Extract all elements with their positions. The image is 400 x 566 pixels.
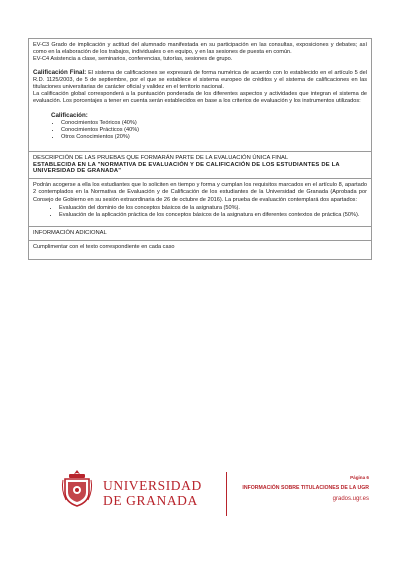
additional-info-heading — [28, 226, 372, 240]
final-grade-label: Calificación Final: — [33, 68, 87, 76]
website-link[interactable]: grados.ugr.es — [332, 496, 369, 502]
list-item: • Conocimientos Prácticos (40%) — [61, 127, 367, 134]
single-final-evaluation-section — [28, 178, 372, 225]
page-footer — [0, 456, 400, 526]
list-item: • Evaluación de la aplicación práctica de los conceptos básicos de la asignatura en diferentes contextos de práctica (50%). — [59, 212, 367, 219]
heading-line: DESCRIPCIÓN DE LAS PRUEBAS QUE FORMARÁN PARTE DE LA EVALUACIÓN ÚNICA FINAL — [33, 154, 289, 161]
final-grade-paragraph — [33, 69, 367, 92]
heading-bold-line: ESTABLECIDA EN LA "NORMATIVA DE EVALUACIÓN Y DE CALIFICACIÓN DE LOS ESTUDIANTES DE LA UNIVERSIDAD DE GRANADA" — [33, 161, 340, 175]
additional-info-text: Cumplimentar con el texto correspondiente en cada caso — [33, 243, 175, 250]
single-evaluation-text: Podrán acogerse a ella los estudiantes que lo soliciten en tiempo y forma y cumplan los requisitos marcados en el artículo 8, apartado 2 contemplados en la Normativa de Evaluación y de Calificación de los estudiantes de la Universidad de Granada (Aprobada por Consejo de Gobierno en su sesión extraordinaria de 26 de octubre de 2016). La prueba de evaluación contemplará dos apartados: — [33, 182, 367, 203]
evaluation-criteria-section — [28, 38, 372, 151]
grade-list — [33, 120, 367, 142]
university-name-line2: DE GRANADA — [103, 493, 198, 508]
criterion-evc4: EV-C4 Asistencia a clase, seminarios, conferencias, tutorías, sesiones de grupo. — [33, 56, 233, 63]
final-grade-text: El sistema de calificaciones se expresará de forma numérica de acuerdo con lo establecido en el artículo 5 del R.D. 1125/2003, de 5 de septiembre, por el que se establece el sistema europeo de créditos y el sistema de calificaciones en las titulaciones universitarias de carácter oficial y validez en el territorio nacional. — [33, 69, 367, 91]
single-evaluation-list — [33, 205, 367, 220]
additional-info-title: INFORMACIÓN ADICIONAL — [33, 229, 107, 236]
additional-info-section — [28, 240, 372, 260]
degree-info-label: INFORMACIÓN SOBRE TITULACIONES DE LA UGR — [242, 485, 369, 491]
footer-divider — [226, 472, 227, 516]
content-table — [28, 38, 372, 260]
criterion-evc3: EV-C3 Grado de implicación y actitud del alumnado manifestada en su participación en las consultas, exposiciones y debates; así como en la elaboración de los trabajos, individuales o en equipo, y en las sesiones de puesta en común. — [33, 42, 367, 56]
list-item: • Conocimientos Teóricos (40%) — [61, 120, 367, 127]
single-final-evaluation-heading — [28, 151, 372, 178]
grade-subheading: Calificación: — [51, 111, 88, 119]
page-number: Página 6 — [350, 475, 369, 480]
university-seal-icon — [60, 468, 94, 508]
list-item: • Evaluación del dominio de los conceptos básicos de la asignatura (50%). — [59, 205, 367, 212]
list-item: • Otros Conocimientos (20%) — [61, 134, 367, 141]
global-grade-text: La calificación global corresponderá a la puntuación ponderada de los diferentes aspectos y actividades que integran el sistema de evaluación. Los porcentajes a tener en cuenta serán establecidos en base a los criterios de evaluación y los instrumentos utilizados: — [33, 91, 367, 105]
university-name-line1: UNIVERSIDAD — [103, 478, 202, 493]
